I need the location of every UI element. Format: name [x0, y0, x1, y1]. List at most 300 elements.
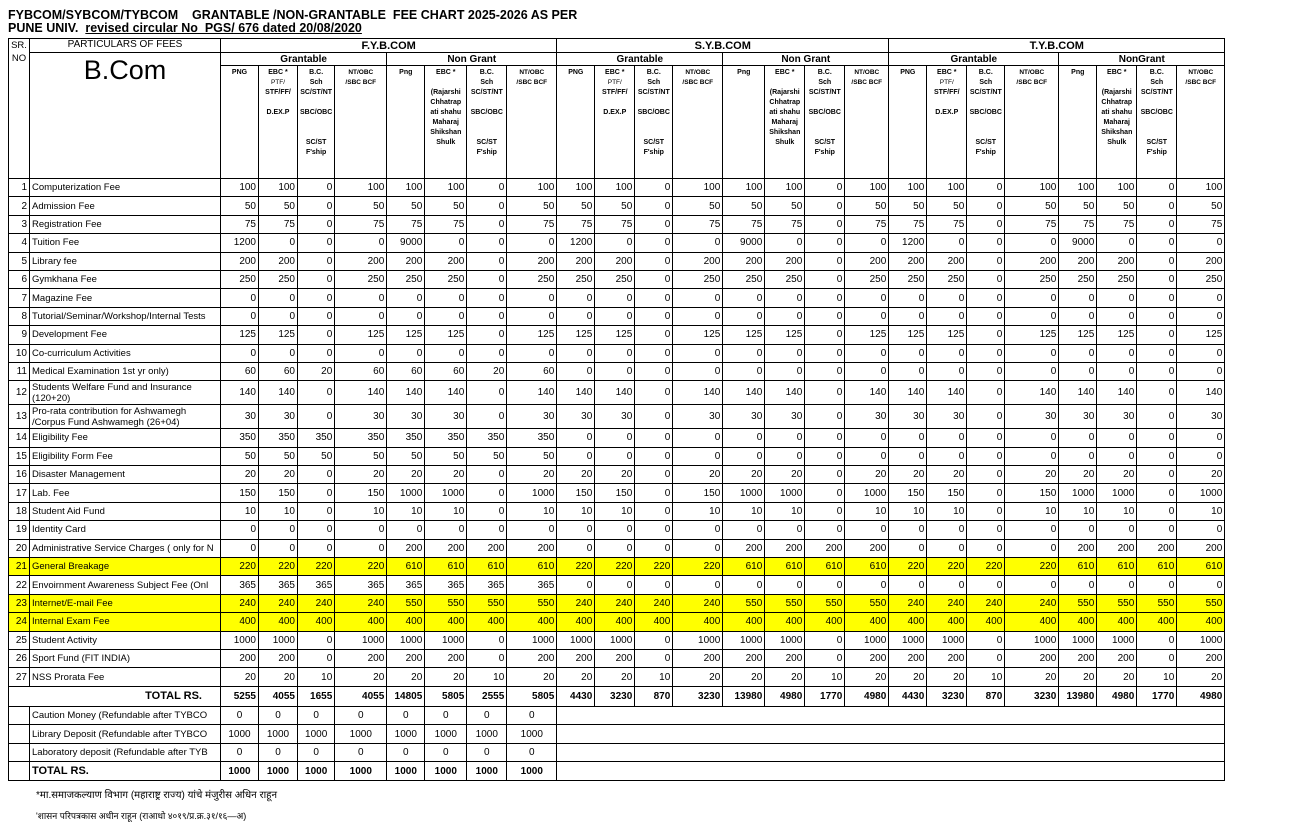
fee-amount: 0	[1059, 429, 1097, 447]
fee-amount: 10	[298, 668, 335, 686]
fee-amount: 0	[298, 197, 335, 215]
fee-amount: 140	[673, 381, 723, 405]
fee-amount: 1000	[425, 631, 467, 649]
fee-amount: 0	[298, 649, 335, 667]
fee-amount: 1000	[1177, 631, 1225, 649]
fee-amount: 0	[259, 539, 298, 557]
fee-amount: 0	[635, 502, 673, 520]
fee-amount: 200	[259, 649, 298, 667]
fee-amount: 0	[805, 484, 845, 502]
row-number: 5	[9, 252, 30, 270]
fee-amount: 0	[805, 649, 845, 667]
group-header: Grantable	[889, 53, 1059, 66]
fee-amount: 0	[507, 307, 557, 325]
fee-amount: 0	[1005, 447, 1059, 465]
fee-amount: 200	[425, 252, 467, 270]
fee-amount: 20	[845, 668, 889, 686]
fee-amount: 20	[765, 668, 805, 686]
table-row	[9, 289, 1225, 307]
row-number: 27	[9, 668, 30, 686]
fee-amount: 0	[967, 381, 1005, 405]
fee-amount: 125	[557, 326, 595, 344]
fee-amount: 0	[467, 502, 507, 520]
fee-particular: Eligibility Form Fee	[30, 447, 221, 465]
fee-amount: 0	[723, 289, 765, 307]
fee-amount: 0	[1137, 252, 1177, 270]
fee-amount: 250	[1097, 270, 1137, 288]
fee-amount: 0	[927, 362, 967, 380]
sub-column-header: EBC * (Rajarshi Chhatrap ati shahu Maharaj Shikshan Shulk	[765, 66, 805, 179]
fee-amount: 0	[635, 289, 673, 307]
fee-amount: 140	[765, 381, 805, 405]
fee-amount: 0	[507, 521, 557, 539]
fee-amount: 10	[1137, 668, 1177, 686]
fee-amount: 10	[805, 668, 845, 686]
fee-amount: 0	[425, 234, 467, 252]
fee-amount: 0	[467, 344, 507, 362]
fee-amount: 200	[1177, 252, 1225, 270]
fee-amount: 125	[845, 326, 889, 344]
table-row	[9, 447, 1225, 465]
fee-amount: 0	[221, 521, 259, 539]
fee-amount: 0	[595, 289, 635, 307]
fee-amount: 10	[635, 668, 673, 686]
deposit-amount: 0	[387, 743, 425, 762]
fee-amount: 0	[845, 344, 889, 362]
fee-amount: 0	[259, 234, 298, 252]
sub-column-header: PNG	[557, 66, 595, 179]
fee-amount: 0	[1137, 649, 1177, 667]
fee-amount: 250	[387, 270, 425, 288]
fee-amount: 200	[723, 252, 765, 270]
total-amount: 3230	[1005, 686, 1059, 706]
fee-amount: 10	[387, 502, 425, 520]
deposit-total-amount: 1000	[221, 762, 259, 781]
fee-amount: 75	[845, 215, 889, 233]
fee-amount: 100	[765, 179, 805, 197]
table-row	[9, 326, 1225, 344]
fee-amount: 0	[765, 234, 805, 252]
deposit-total-label: TOTAL RS.	[30, 762, 221, 781]
fee-amount: 9000	[1059, 234, 1097, 252]
fee-particular: Co-curriculum Activities	[30, 344, 221, 362]
table-row	[9, 521, 1225, 539]
fee-amount: 125	[1097, 326, 1137, 344]
fee-amount: 250	[425, 270, 467, 288]
fee-amount: 0	[805, 466, 845, 484]
row-number: 4	[9, 234, 30, 252]
fee-amount: 50	[259, 197, 298, 215]
fee-amount: 0	[1137, 381, 1177, 405]
fee-amount: 0	[595, 429, 635, 447]
fee-amount: 0	[723, 447, 765, 465]
fee-amount: 0	[1177, 447, 1225, 465]
fee-amount: 0	[1137, 521, 1177, 539]
fee-amount: 60	[387, 362, 425, 380]
fee-amount: 0	[259, 344, 298, 362]
total-amount: 4055	[259, 686, 298, 706]
fee-amount: 200	[889, 252, 927, 270]
table-row	[9, 362, 1225, 380]
fee-amount: 0	[1059, 576, 1097, 594]
fee-amount: 200	[425, 539, 467, 557]
header-line1: FYBCOM/SYBCOM/TYBCOM GRANTABLE /NON-GRANTABLE FEE CHART 2025-2026 AS PER	[8, 8, 578, 22]
fee-amount: 0	[1059, 344, 1097, 362]
fee-amount: 20	[335, 668, 387, 686]
table-row	[9, 668, 1225, 686]
fee-amount: 0	[1137, 197, 1177, 215]
fee-amount: 75	[1177, 215, 1225, 233]
total-amount: 1770	[1137, 686, 1177, 706]
fee-amount: 220	[967, 558, 1005, 576]
fee-amount: 20	[1059, 668, 1097, 686]
fee-amount: 0	[967, 252, 1005, 270]
fee-amount: 125	[507, 326, 557, 344]
row-number: 24	[9, 613, 30, 631]
fee-amount: 400	[967, 613, 1005, 631]
fee-amount: 0	[845, 429, 889, 447]
fee-amount: 0	[967, 521, 1005, 539]
fee-amount: 0	[221, 344, 259, 362]
fee-amount: 0	[221, 307, 259, 325]
fee-amount: 1000	[1059, 484, 1097, 502]
fee-amount: 0	[765, 521, 805, 539]
fee-amount: 0	[335, 234, 387, 252]
deposit-amount: 0	[259, 743, 298, 762]
fee-amount: 60	[259, 362, 298, 380]
fee-amount: 400	[221, 613, 259, 631]
fee-amount: 0	[298, 539, 335, 557]
table-row	[9, 762, 1225, 781]
fee-amount: 0	[1005, 362, 1059, 380]
row-number: 15	[9, 447, 30, 465]
fee-amount: 0	[673, 234, 723, 252]
fee-particular: Tuition Fee	[30, 234, 221, 252]
deposit-total-amount: 1000	[507, 762, 557, 781]
table-row	[9, 381, 1225, 405]
fee-amount: 220	[1005, 558, 1059, 576]
fee-amount: 0	[298, 179, 335, 197]
fee-particular: Internal Exam Fee	[30, 613, 221, 631]
fee-amount: 0	[335, 539, 387, 557]
fee-amount: 0	[723, 576, 765, 594]
fee-amount: 0	[1059, 447, 1097, 465]
fee-amount: 30	[507, 405, 557, 429]
deposit-amount: 0	[387, 706, 425, 725]
row-number: 9	[9, 326, 30, 344]
fee-amount: 20	[221, 668, 259, 686]
fee-amount: 350	[507, 429, 557, 447]
fee-amount: 100	[673, 179, 723, 197]
fee-amount: 0	[595, 447, 635, 465]
total-amount: 13980	[723, 686, 765, 706]
fee-amount: 0	[298, 326, 335, 344]
total-amount: 14805	[387, 686, 425, 706]
fee-amount: 75	[507, 215, 557, 233]
fee-amount: 200	[765, 252, 805, 270]
deposit-amount: 0	[425, 743, 467, 762]
fee-particular: Medical Examination 1st yr only)	[30, 362, 221, 380]
fee-amount: 550	[805, 594, 845, 612]
fee-amount: 200	[765, 649, 805, 667]
fee-amount: 140	[927, 381, 967, 405]
fee-amount: 0	[1137, 484, 1177, 502]
table-row	[9, 484, 1225, 502]
fee-amount: 0	[967, 344, 1005, 362]
table-row	[9, 179, 1225, 197]
fee-amount: 0	[595, 521, 635, 539]
table-row	[9, 53, 1225, 66]
total-amount: 5805	[425, 686, 467, 706]
total-amount: 4430	[557, 686, 595, 706]
row-number: 11	[9, 362, 30, 380]
fee-amount: 250	[595, 270, 635, 288]
fee-amount: 0	[507, 234, 557, 252]
fee-amount: 550	[425, 594, 467, 612]
fee-amount: 0	[673, 521, 723, 539]
fee-amount: 10	[1177, 502, 1225, 520]
fee-amount: 0	[889, 362, 927, 380]
fee-amount: 0	[635, 521, 673, 539]
fee-amount: 20	[1005, 466, 1059, 484]
fee-amount: 0	[467, 521, 507, 539]
fee-amount: 200	[723, 649, 765, 667]
fee-amount: 200	[507, 539, 557, 557]
fee-amount: 0	[889, 539, 927, 557]
fee-amount: 75	[1097, 215, 1137, 233]
fee-amount: 250	[557, 270, 595, 288]
total-amount: 5255	[221, 686, 259, 706]
fee-amount: 0	[1097, 447, 1137, 465]
fee-amount: 30	[259, 405, 298, 429]
table-cell	[557, 762, 1225, 781]
fee-amount: 200	[595, 252, 635, 270]
fee-amount: 0	[635, 344, 673, 362]
fee-amount: 0	[467, 466, 507, 484]
fee-amount: 50	[221, 447, 259, 465]
fee-amount: 0	[1097, 289, 1137, 307]
fee-amount: 50	[221, 197, 259, 215]
sub-column-header: NT/OBC /SBC BCF	[1005, 66, 1059, 179]
total-amount: 5805	[507, 686, 557, 706]
fee-amount: 1000	[927, 631, 967, 649]
fee-amount: 1000	[723, 631, 765, 649]
fee-amount: 240	[595, 594, 635, 612]
fee-amount: 0	[889, 307, 927, 325]
fee-amount: 240	[557, 594, 595, 612]
fee-amount: 350	[298, 429, 335, 447]
fee-amount: 0	[595, 576, 635, 594]
fee-amount: 0	[889, 289, 927, 307]
fee-amount: 1000	[845, 484, 889, 502]
row-number: 3	[9, 215, 30, 233]
fee-amount: 0	[1005, 307, 1059, 325]
fee-amount: 550	[845, 594, 889, 612]
fee-particular: NSS Prorata Fee	[30, 668, 221, 686]
fee-amount: 20	[889, 668, 927, 686]
sub-column-header: Png	[723, 66, 765, 179]
total-amount: 3230	[673, 686, 723, 706]
sub-column-header: Png	[1059, 66, 1097, 179]
fee-amount: 20	[673, 668, 723, 686]
fee-amount: 0	[1005, 539, 1059, 557]
total-amount: 870	[635, 686, 673, 706]
fee-amount: 50	[1177, 197, 1225, 215]
fee-amount: 250	[723, 270, 765, 288]
fee-amount: 250	[221, 270, 259, 288]
fee-amount: 200	[425, 649, 467, 667]
fee-amount: 365	[425, 576, 467, 594]
fee-amount: 0	[635, 649, 673, 667]
fee-amount: 0	[557, 521, 595, 539]
fee-particular: Envoirnment Awareness Subject Fee (Onl	[30, 576, 221, 594]
fee-amount: 250	[259, 270, 298, 288]
fee-amount: 0	[967, 362, 1005, 380]
fee-amount: 610	[1059, 558, 1097, 576]
year-header: S.Y.B.COM	[557, 39, 889, 53]
fee-amount: 0	[967, 539, 1005, 557]
fee-amount: 20	[335, 466, 387, 484]
fee-amount: 200	[387, 649, 425, 667]
fee-amount: 1200	[221, 234, 259, 252]
fee-amount: 1000	[765, 631, 805, 649]
fee-particular: Sport Fund (FIT INDIA)	[30, 649, 221, 667]
fee-amount: 1000	[1177, 484, 1225, 502]
fee-amount: 365	[507, 576, 557, 594]
fee-amount: 0	[1137, 405, 1177, 429]
fee-amount: 0	[1137, 362, 1177, 380]
deposit-amount: 0	[425, 706, 467, 725]
fee-particular: Disaster Management	[30, 466, 221, 484]
fee-amount: 0	[805, 307, 845, 325]
sub-column-header: B.C. Sch SC/ST/NT SBC/OBC SC/ST F'ship	[1137, 66, 1177, 179]
fee-amount: 0	[635, 447, 673, 465]
fee-amount: 150	[335, 484, 387, 502]
fee-amount: 50	[425, 447, 467, 465]
fee-amount: 1000	[425, 484, 467, 502]
fee-amount: 0	[298, 405, 335, 429]
fee-amount: 100	[723, 179, 765, 197]
fee-amount: 0	[1005, 429, 1059, 447]
fee-amount: 220	[221, 558, 259, 576]
fee-amount: 150	[595, 484, 635, 502]
fee-amount: 250	[927, 270, 967, 288]
fee-amount: 0	[1097, 576, 1137, 594]
fee-amount: 0	[805, 405, 845, 429]
deposit-amount: 0	[467, 743, 507, 762]
fee-amount: 10	[557, 502, 595, 520]
fee-amount: 0	[298, 521, 335, 539]
table-row	[9, 252, 1225, 270]
sub-column-header: B.C. Sch SC/ST/NT SBC/OBC SC/ST F'ship	[967, 66, 1005, 179]
fee-particular: Pro-rata contribution for Ashwamegh /Corpus Fund Ashwamegh (26+04)	[30, 405, 221, 429]
row-number: 10	[9, 344, 30, 362]
fee-amount: 0	[967, 466, 1005, 484]
fee-amount: 0	[845, 234, 889, 252]
fee-amount: 140	[1097, 381, 1137, 405]
fee-amount: 550	[507, 594, 557, 612]
fee-amount: 0	[467, 234, 507, 252]
fee-amount: 20	[765, 466, 805, 484]
fee-amount: 100	[595, 179, 635, 197]
fee-amount: 30	[595, 405, 635, 429]
year-header: F.Y.B.COM	[221, 39, 557, 53]
fee-amount: 200	[387, 252, 425, 270]
footer-note-2: 'शासन परिपत्रकास अधीन राहून (राआधो ४०१९/प्र.क्र.३१/१६—अ)	[36, 811, 247, 821]
fee-amount: 0	[805, 179, 845, 197]
fee-amount: 50	[387, 447, 425, 465]
fee-amount: 0	[467, 631, 507, 649]
fee-amount: 0	[298, 270, 335, 288]
fee-amount: 150	[1005, 484, 1059, 502]
fee-amount: 0	[845, 576, 889, 594]
fee-amount: 220	[298, 558, 335, 576]
deposit-amount: 1000	[387, 725, 425, 744]
fee-amount: 10	[927, 502, 967, 520]
sub-column-header: NT/OBC /SBC BCF	[845, 66, 889, 179]
deposit-amount: 0	[335, 743, 387, 762]
fee-amount: 0	[1177, 307, 1225, 325]
fee-amount: 0	[927, 344, 967, 362]
fee-amount: 125	[673, 326, 723, 344]
fee-amount: 0	[635, 631, 673, 649]
fee-amount: 100	[927, 179, 967, 197]
fee-amount: 400	[259, 613, 298, 631]
sub-column-header: EBC * (Rajarshi Chhatrap ati shahu Maharaj Shikshan Shulk	[425, 66, 467, 179]
fee-amount: 200	[1059, 649, 1097, 667]
fee-amount: 1000	[507, 484, 557, 502]
fee-amount: 0	[259, 521, 298, 539]
fee-amount: 0	[845, 521, 889, 539]
deposit-amount: 0	[298, 706, 335, 725]
fee-amount: 0	[1137, 289, 1177, 307]
fee-particular: Identity Card	[30, 521, 221, 539]
fee-amount: 0	[635, 234, 673, 252]
fee-amount: 100	[845, 179, 889, 197]
fee-amount: 1000	[507, 631, 557, 649]
row-number: 19	[9, 521, 30, 539]
fee-amount: 400	[1177, 613, 1225, 631]
fee-amount: 0	[1005, 576, 1059, 594]
fee-amount: 0	[967, 307, 1005, 325]
chart-header	[8, 9, 577, 35]
fee-amount: 365	[298, 576, 335, 594]
fee-amount: 100	[387, 179, 425, 197]
fee-amount: 200	[1059, 252, 1097, 270]
table-cell	[9, 706, 30, 725]
fee-amount: 0	[723, 307, 765, 325]
fee-amount: 140	[557, 381, 595, 405]
total-amount: 3230	[927, 686, 967, 706]
fee-amount: 0	[298, 484, 335, 502]
fee-amount: 0	[805, 447, 845, 465]
fee-amount: 0	[889, 344, 927, 362]
fee-amount: 0	[927, 521, 967, 539]
fee-amount: 0	[595, 344, 635, 362]
total-amount: 13980	[1059, 686, 1097, 706]
fee-amount: 20	[1177, 466, 1225, 484]
table-row	[9, 344, 1225, 362]
fee-amount: 200	[557, 649, 595, 667]
fee-amount: 0	[723, 429, 765, 447]
fee-particular: Students Welfare Fund and Insurance (120+20)	[30, 381, 221, 405]
fee-amount: 550	[765, 594, 805, 612]
fee-amount: 0	[335, 344, 387, 362]
fee-amount: 20	[259, 466, 298, 484]
course-label: B.Com	[30, 53, 221, 179]
fee-amount: 250	[507, 270, 557, 288]
fee-amount: 0	[298, 502, 335, 520]
